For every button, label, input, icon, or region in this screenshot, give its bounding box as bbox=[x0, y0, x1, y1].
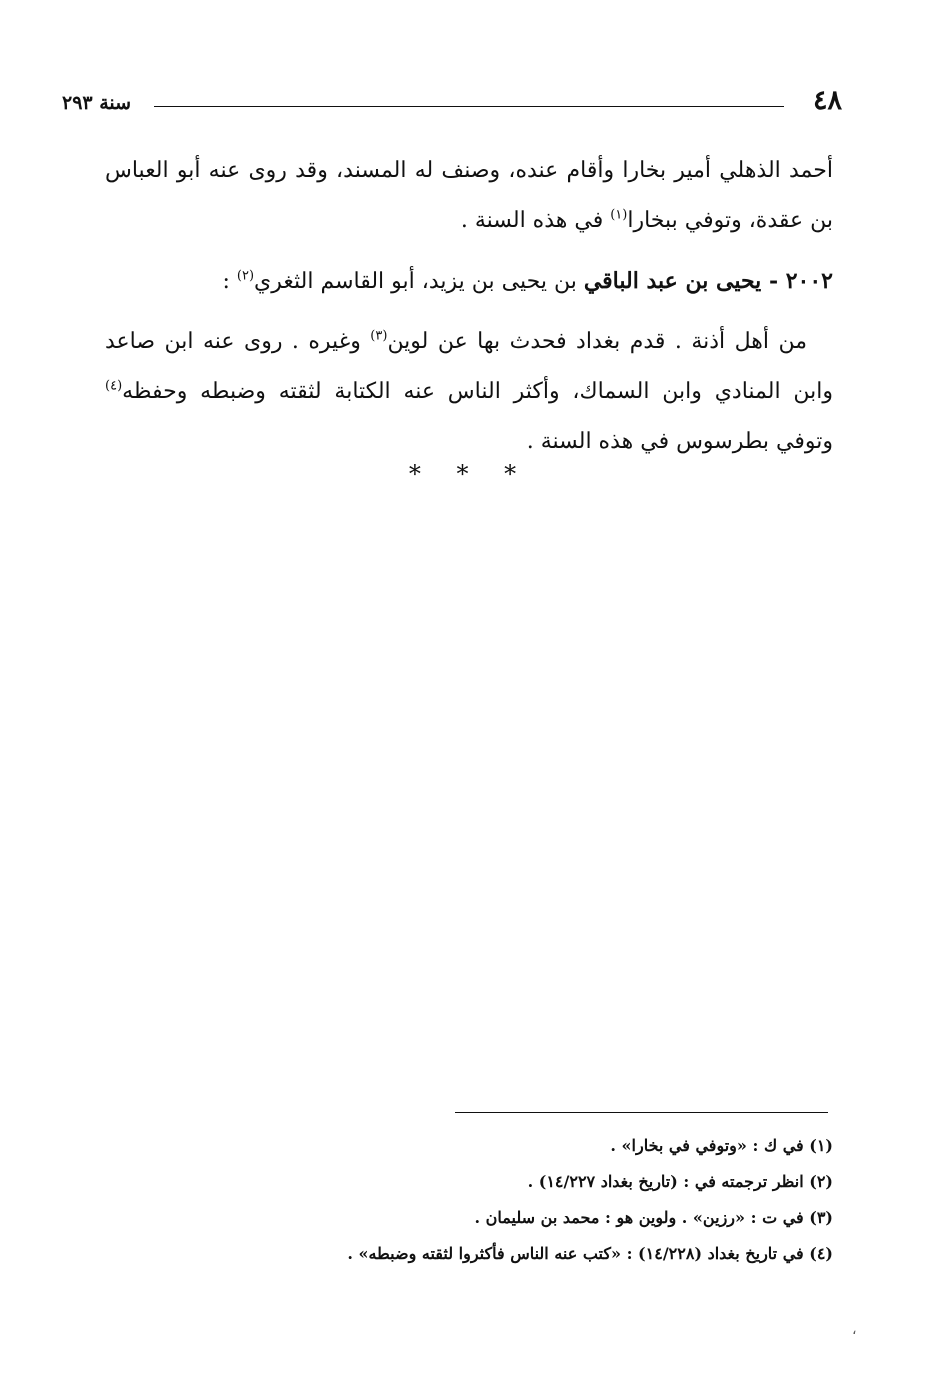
entry-colon: : bbox=[222, 269, 237, 294]
entry-number-name: ٢٠٠٢ - يحيى بن عبد الباقي bbox=[583, 268, 833, 294]
margin-mark: ، bbox=[852, 1322, 857, 1338]
paragraph-text: في هذه السنة . bbox=[460, 208, 611, 233]
footnote-marker: (١) bbox=[610, 207, 628, 223]
paragraph-text: وتوفي بطرسوس في هذه السنة . bbox=[526, 429, 833, 454]
footnote-item: (٣) في ت : «رزين» . ولوين هو : محمد بن سليمان . bbox=[474, 1208, 833, 1227]
body-text bbox=[105, 146, 833, 477]
footnote-item: (١) في ك : «وتوفي في بخارا» . bbox=[610, 1136, 833, 1155]
header-rule bbox=[154, 106, 784, 107]
paragraph-text: من أهل أذنة . قدم بغداد فحدث بها عن لوين bbox=[387, 329, 807, 354]
footnote-item: (٢) انظر ترجمته في : (تاريخ بغداد ١٤/٢٢٧) . bbox=[527, 1172, 833, 1191]
year-label: سنة ٢٩٣ bbox=[62, 92, 132, 114]
page-number: ٤٨ bbox=[812, 85, 842, 116]
paragraph-continuation bbox=[105, 146, 833, 246]
footnote-rule bbox=[455, 1112, 828, 1113]
biography-entry-text bbox=[105, 317, 833, 467]
footnote-item: (٤) في تاريخ بغداد (١٤/٢٢٨) : «كتب عنه الناس فأكثروا لثقته وضبطه» . bbox=[347, 1244, 833, 1263]
footnote-marker: (٢) bbox=[236, 268, 255, 284]
biography-entry-heading bbox=[105, 256, 833, 307]
section-separator: * * * bbox=[408, 460, 531, 488]
paragraph-text: وغيره . روى عنه ابن صاعد وابن المنادي وابن السماك، وأكثر الناس عنه الكتابة لثقته وضبطه وحفظه bbox=[105, 329, 833, 404]
footnote-marker: (٣) bbox=[370, 328, 388, 344]
footnotes bbox=[105, 1128, 833, 1272]
paragraph-text: أحمد الذهلي أمير بخارا وأقام عنده، وصنف له المسند، وقد روى عنه أبو العباس بن عقدة، وتوفي ببخارا bbox=[105, 158, 833, 233]
running-header bbox=[62, 86, 842, 120]
entry-lineage: بن يحيى بن يزيد، أبو القاسم الثغري bbox=[254, 269, 584, 294]
footnote-marker: (٤) bbox=[105, 378, 123, 394]
